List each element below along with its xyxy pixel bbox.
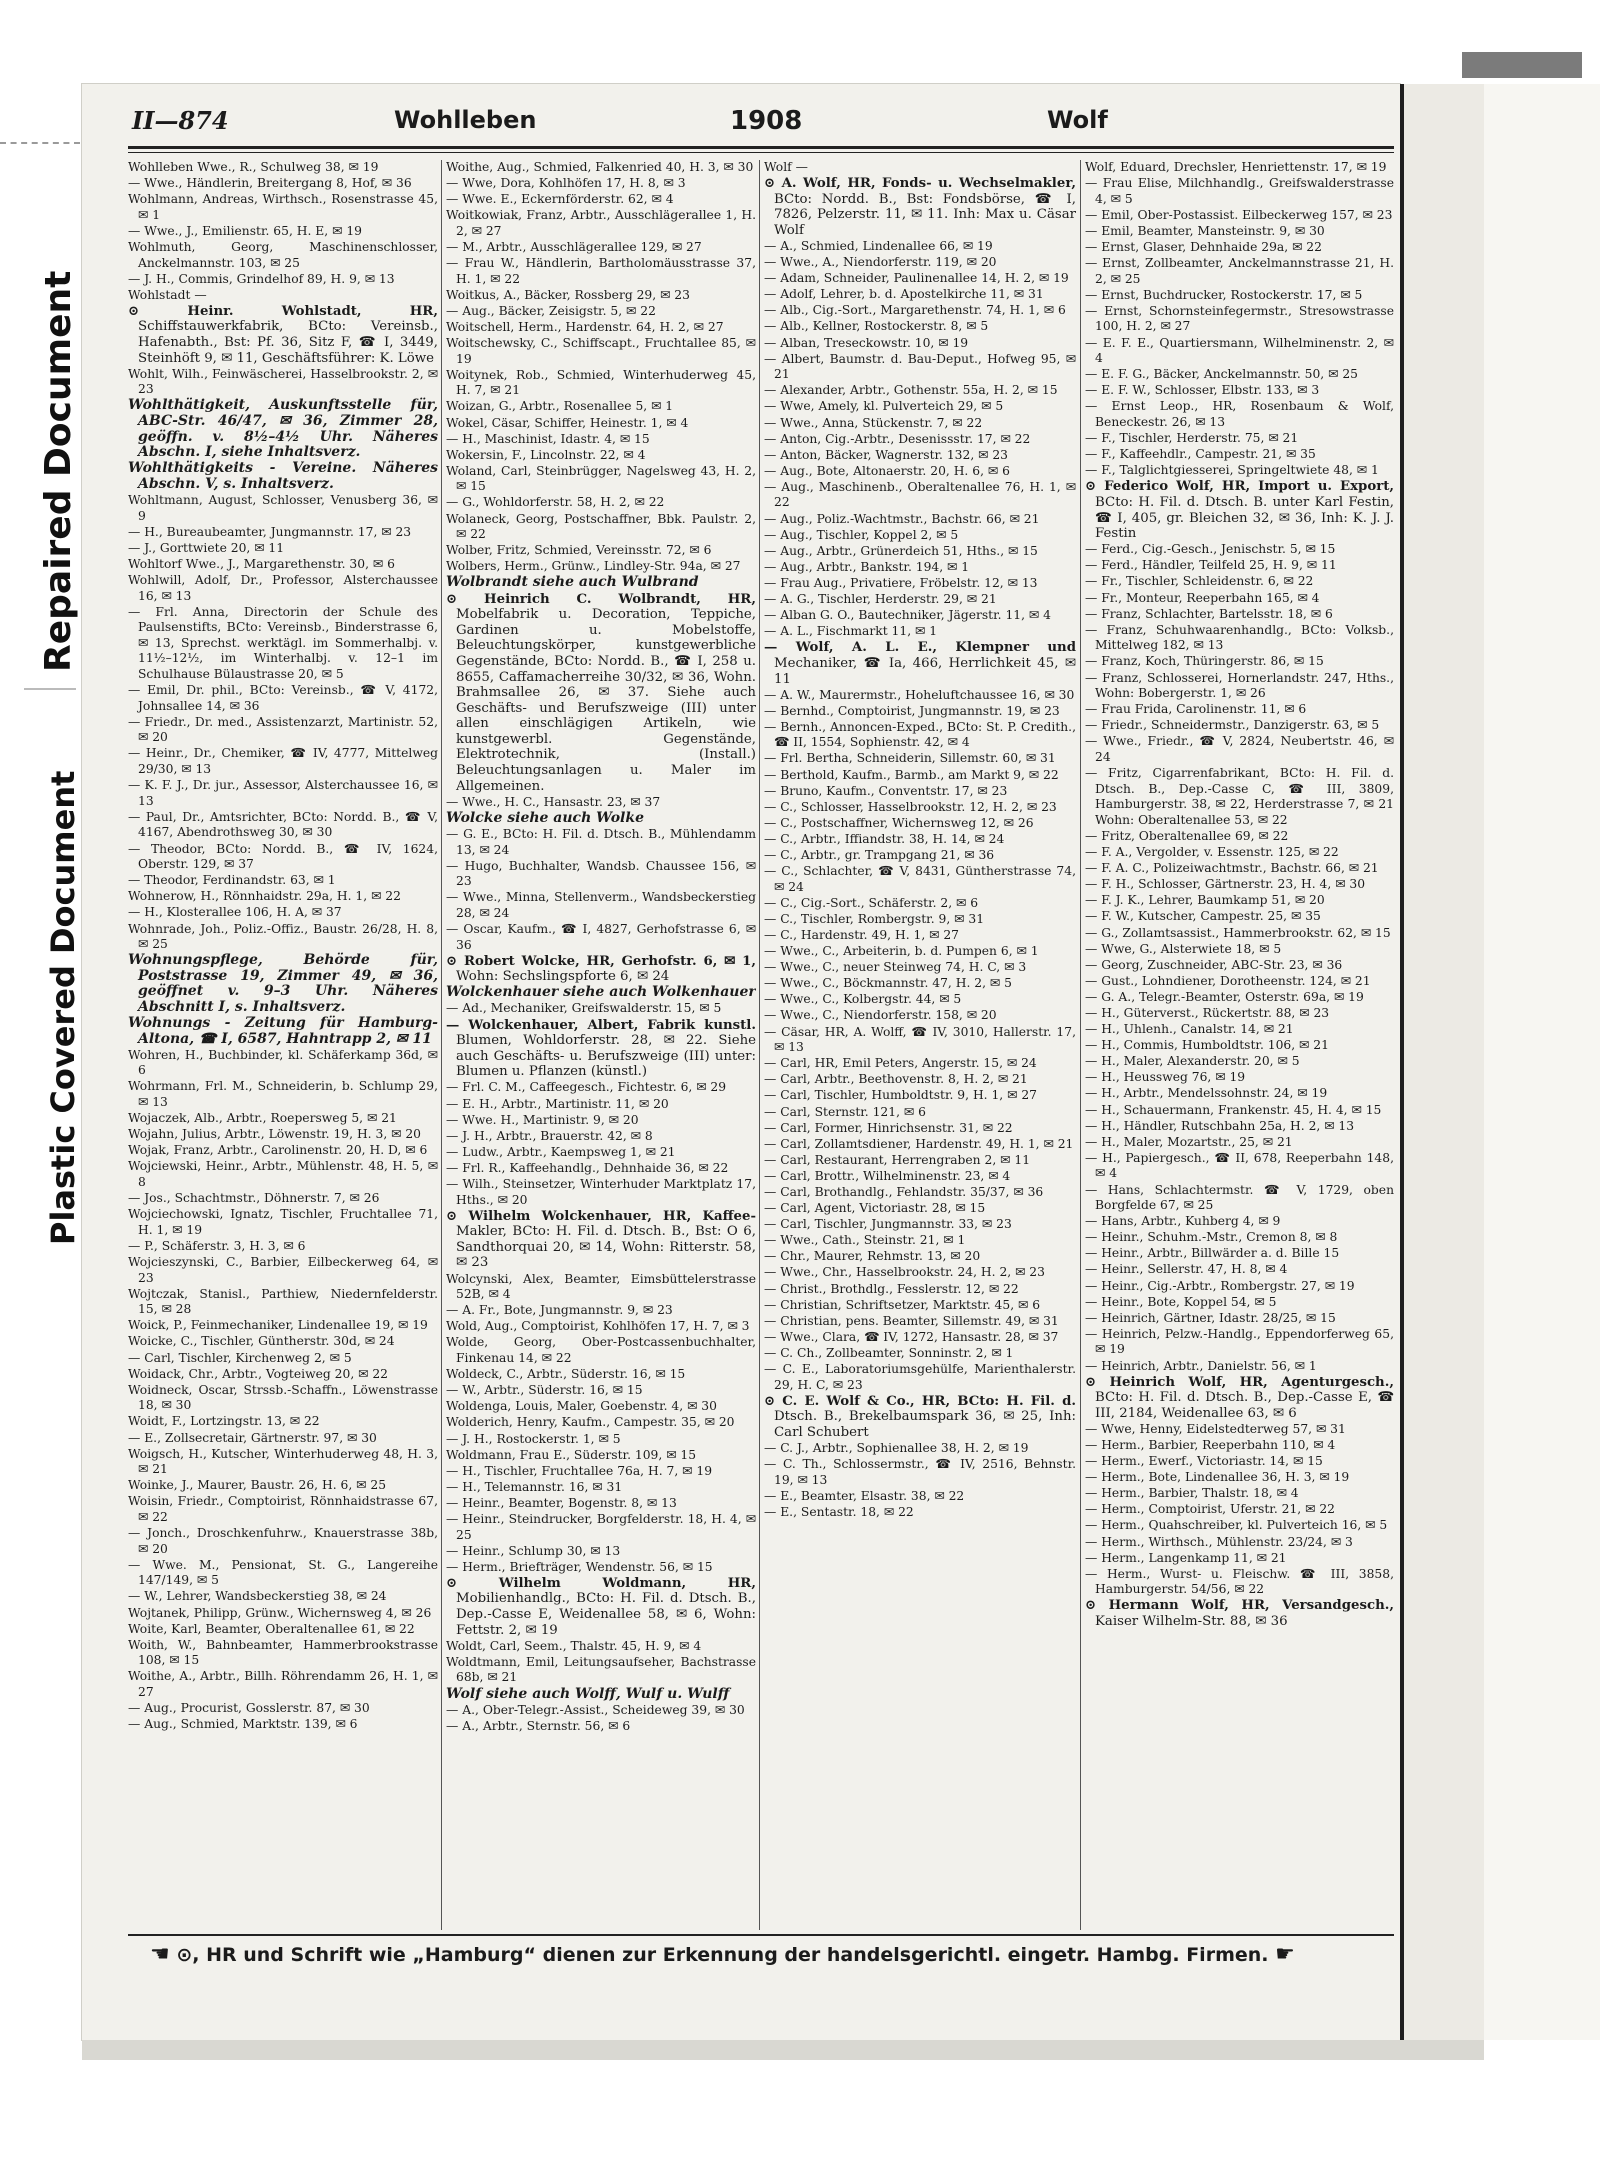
directory-entry: — Frau Aug., Privatiere, Fröbelstr. 12, ✉ 13 — [764, 575, 1038, 590]
directory-entry: — Wwe, G., Alsterwiete 18, ✉ 5 — [1085, 941, 1282, 956]
directory-entry: — Aug., Schmied, Marktstr. 139, ✉ 6 — [128, 1717, 358, 1732]
right-margin-light — [1484, 84, 1600, 2040]
directory-entry: — Bernh., Annoncen-Exped., BCto: St. P. Credith., ☎ II, 1554, Sophienstr. 42, ✉ 4 — [764, 719, 1076, 750]
directory-entry: — Herm., Barbier, Thalstr. 18, ✉ 4 — [1085, 1486, 1299, 1501]
directory-entry: — Adam, Schneider, Paulinenallee 14, H. 2, ✉ 19 — [764, 271, 1069, 286]
directory-entry: Wohrmann, Frl. M., Schneiderin, b. Schlump 29, ✉ 13 — [128, 1079, 438, 1110]
directory-entry: — C., Tischler, Rombergstr. 9, ✉ 31 — [764, 911, 985, 926]
directory-entry: — Christian, pens. Beamter, Sillemstr. 49, ✉ 31 — [764, 1313, 1059, 1328]
firm-entry: ⊙ Robert Wolcke, HR, Gerhofstr. 6, ✉ 1, Wohn: Sechslingspforte 6, ✉ 24 — [446, 953, 756, 985]
firm-entry: ⊙ C. E. Wolf & Co., HR, BCto: H. Fil. d. Dtsch. B., Brekelbaumspark 36, ✉ 25, Inh: Carl Schubert — [764, 1393, 1076, 1440]
directory-entry: Woithe, Aug., Schmied, Falkenried 40, H. 3, ✉ 30 — [446, 160, 754, 174]
directory-entry: — Adolf, Lehrer, b. d. Apostelkirche 11, ✉ 31 — [764, 287, 1044, 302]
directory-entry: — Wwe., J., Emilienstr. 65, H. E, ✉ 19 — [128, 223, 362, 238]
directory-entry: — Wwe., Minna, Stellenverm., Wandsbeckerstieg 28, ✉ 24 — [446, 890, 756, 920]
directory-entry: — A. L., Fischmarkt 11, ✉ 1 — [764, 624, 938, 639]
directory-entry: — Heinr., Schlump 30, ✉ 13 — [446, 1543, 621, 1558]
directory-entry: — Carl, Arbtr., Beethovenstr. 8, H. 2, ✉ 21 — [764, 1072, 1028, 1087]
directory-entry: — Emil, Dr. phil., BCto: Vereinsb., ☎ V, 4172, Johnsallee 14, ✉ 36 — [128, 683, 438, 713]
directory-entry: — Ernst Leop., HR, Rosenbaum & Wolf, Beneckestr. 26, ✉ 13 — [1085, 399, 1394, 429]
directory-entry: — C., Schlosser, Hasselbrookstr. 12, H. 2, ✉ 23 — [764, 799, 1057, 814]
directory-entry: — Fritz, Oberaltenallee 69, ✉ 22 — [1085, 828, 1289, 843]
directory-entry: — Wwe., C., Böckmannstr. 47, H. 2, ✉ 5 — [764, 976, 1012, 991]
directory-entry: — Albert, Baumstr. d. Bau-Deput., Hofweg 95, ✉ 21 — [764, 351, 1076, 382]
directory-entry: — Heinrich, Arbtr., Danielstr. 56, ✉ 1 — [1085, 1358, 1317, 1373]
firm-entry: ⊙ Hermann Wolf, HR, Versandgesch., Kaiser Wilhelm-Str. 88, ✉ 36 — [1085, 1598, 1394, 1630]
directory-entry: — C. Ch., Zollbeamter, Sonninstr. 2, ✉ 1 — [764, 1345, 1014, 1360]
directory-entry: — Cäsar, HR, A. Wolff, ☎ IV, 3010, Hallerstr. 17, ✉ 13 — [764, 1024, 1076, 1055]
plastic-covered-label: Plastic Covered Document — [44, 770, 82, 1245]
directory-entry: Woitynek, Rob., Schmied, Winterhuderweg 45, H. 7, ✉ 21 — [446, 367, 756, 398]
directory-entry: Woland, Carl, Steinbrügger, Nagelsweg 43, H. 2, ✉ 15 — [446, 463, 756, 494]
directory-entry: — Hans, Schlachtermstr. ☎ V, 1729, oben Borgfelde 67, ✉ 25 — [1085, 1182, 1394, 1213]
directory-entry: — Aug., Maschinenb., Oberaltenallee 76, H. 1, ✉ 22 — [764, 479, 1076, 510]
directory-entry: Wohnerow, H., Rönnhaidstr. 29a, H. 1, ✉ 22 — [128, 889, 401, 904]
directory-entry: — Ludw., Arbtr., Kaempsweg 1, ✉ 21 — [446, 1144, 676, 1159]
directory-entry: Wolf, Eduard, Drechsler, Henriettenstr. 17, ✉ 19 — [1085, 160, 1387, 174]
directory-entry: — Bernhd., Comptoirist, Jungmannstr. 19, ✉ 23 — [764, 703, 1060, 718]
directory-entry: — Herm., Quahschreiber, kl. Pulverteich 16, ✉ 5 — [1085, 1518, 1388, 1533]
directory-entry: — F., Talglichtgiesserei, Springeltwiete 48, ✉ 1 — [1085, 463, 1379, 478]
directory-entry: — Carl, Brottr., Wilhelminenstr. 23, ✉ 4 — [764, 1168, 1011, 1183]
directory-entry: — Wwe., C., Kolbergstr. 44, ✉ 5 — [764, 992, 962, 1007]
scan-background — [0, 0, 1600, 50]
notice-entry: Wohlthätigkeits - Vereine. Näheres Abschn. V, s. Inhaltsverz. — [128, 460, 438, 492]
directory-entry: — C., Arbtr., Iffiandstr. 38, H. 14, ✉ 24 — [764, 831, 1005, 846]
directory-entry: Wohlwill, Adolf, Dr., Professor, Alsterchaussee 16, ✉ 13 — [128, 572, 438, 603]
directory-entry: — Hugo, Buchhalter, Wandsb. Chaussee 156, ✉ 23 — [446, 858, 756, 889]
directory-entry: — Carl, Restaurant, Herrengraben 2, ✉ 11 — [764, 1152, 1031, 1167]
directory-entry: — G. A., Telegr.-Beamter, Osterstr. 69a, ✉ 19 — [1085, 989, 1364, 1004]
directory-entry: — Alb., Kellner, Rostockerstr. 8, ✉ 5 — [764, 319, 989, 334]
directory-entry: — Jonch., Droschkenfuhrw., Knauerstrasse 38b, ✉ 20 — [128, 1526, 438, 1556]
directory-entry: — Heinr., Dr., Chemiker, ☎ IV, 4777, Mittelweg 29/30, ✉ 13 — [128, 746, 438, 777]
directory-entry: — Emil, Ober-Postassist. Eilbeckerweg 157, ✉ 23 — [1085, 207, 1393, 222]
directory-entry: — Fr., Monteur, Reeperbahn 165, ✉ 4 — [1085, 590, 1320, 605]
pointing-hand-right-icon: ☛ — [1275, 1942, 1295, 1967]
directory-entry: — A., Ober-Telegr.-Assist., Scheideweg 39, ✉ 30 — [446, 1702, 745, 1717]
notice-entry: Wohnungspflege, Behörde für, Poststrasse 19, Zimmer 49, ✉ 36, geöffnet v. 9–3 Uhr. Näheres Abschnitt I, s. Inhaltsverz. — [128, 952, 438, 1015]
directory-entry: Woidack, Chr., Arbtr., Vogteiweg 20, ✉ 22 — [128, 1366, 388, 1381]
directory-entry: — Heinr., Bote, Koppel 54, ✉ 5 — [1085, 1294, 1277, 1309]
page-number: II—874 — [132, 106, 229, 135]
directory-entry: — Franz, Schuhwaarenhandlg., BCto: Volksb., Mittelweg 182, ✉ 13 — [1085, 622, 1394, 653]
directory-entry: — Heinr., Steindrucker, Borgfelderstr. 18, H. 4, ✉ 25 — [446, 1511, 756, 1542]
directory-entry: — A. W., Maurermstr., Hoheluftchaussee 16, ✉ 30 — [764, 687, 1075, 702]
directory-entry: Wolaneck, Georg, Postschaffner, Bbk. Paulstr. 2, ✉ 22 — [446, 511, 756, 542]
directory-entry: Wojtanek, Philipp, Grünw., Wichernsweg 4, ✉ 26 — [128, 1605, 432, 1620]
directory-entry: — J. H., Rostockerstr. 1, ✉ 5 — [446, 1431, 621, 1446]
directory-entry: — H., Heussweg 76, ✉ 19 — [1085, 1070, 1246, 1085]
directory-entry: — F. A. C., Polizeiwachtmstr., Bachstr. 66, ✉ 21 — [1085, 861, 1379, 876]
directory-entry: — C., Hardenstr. 49, H. 1, ✉ 27 — [764, 928, 960, 942]
directory-entry: — Herm., Wirthsch., Mühlenstr. 23/24, ✉ 3 — [1085, 1534, 1353, 1549]
column-4 — [1085, 160, 1394, 1930]
directory-entry: — Carl, Zollamtsdiener, Hardenstr. 49, H. 1, ✉ 21 — [764, 1136, 1074, 1151]
pointing-hand-left-icon: ☚ — [150, 1942, 170, 1967]
directory-entry: — Wwe, Amely, kl. Pulverteich 29, ✉ 5 — [764, 399, 1004, 414]
cut-line — [0, 142, 80, 144]
directory-entry: — H., Arbtr., Mendelssohnstr. 24, ✉ 19 — [1085, 1086, 1328, 1101]
notice-entry: Wolckenhauer siehe auch Wolkenhauer — [446, 984, 756, 1001]
directory-entry: — Wwe., H. C., Hansastr. 23, ✉ 37 — [446, 794, 661, 809]
directory-entry: — Heinr., Sellerstr. 47, H. 8, ✉ 4 — [1085, 1262, 1288, 1277]
directory-entry: — H., Telemannstr. 16, ✉ 31 — [446, 1479, 623, 1494]
header-last-name: Wolf — [1047, 106, 1108, 134]
firm-entry: — Wolf, A. L. E., Klempner und Mechaniker, ☎ Ia, 466, Herrlichkeit 45, ✉ 11 — [764, 640, 1076, 687]
column-divider — [759, 160, 760, 1930]
directory-entry: Wohlt, Wilh., Feinwäscherei, Hasselbrookstr. 2, ✉ 23 — [128, 366, 438, 397]
directory-entry: — A. Fr., Bote, Jungmannstr. 9, ✉ 23 — [446, 1303, 673, 1318]
directory-entry: — W., Lehrer, Wandsbeckerstieg 38, ✉ 24 — [128, 1589, 387, 1604]
directory-entry: — Ad., Mechaniker, Greifswalderstr. 15, ✉ 5 — [446, 1001, 722, 1016]
firm-entry: ⊙ Heinrich C. Wolbrandt, HR, Mobelfabrik u. Decoration, Teppiche, Gardinen u. Mobelstoffe, Beleuchtungskörper, kunstgewerbliche Gegenstände, BCto: Nordd. B., ☎ I, 258 u. 8655, Caffamacherreihe 30/32, ✉ 36, Wohn. Brahmsallee 26, ✉ 37. Siehe auch Geschäfts- und Berufszweige (III) unter allen einschlägigen Artikeln, wie kunstgewerbl. Gegenstände, Elektrotechnik, (Install.) Beleuchtungsanlagen u. Maler im Allgemeinen. — [446, 591, 756, 794]
directory-entry: — Franz, Schlachter, Bartelsstr. 18, ✉ 6 — [1085, 606, 1333, 621]
directory-entry: — Wwe., Clara, ☎ IV, 1272, Hansastr. 28, ✉ 37 — [764, 1329, 1059, 1344]
directory-entry: Woigsch, H., Kutscher, Winterhuderweg 48, H. 3, ✉ 21 — [128, 1446, 438, 1477]
directory-entry: Woicke, C., Tischler, Güntherstr. 30d, ✉ 24 — [128, 1334, 395, 1349]
directory-entry: Woitkus, A., Bäcker, Rossberg 29, ✉ 23 — [446, 287, 690, 302]
directory-entry: — Aug., Bäcker, Zeisigstr. 5, ✉ 22 — [446, 303, 656, 318]
directory-entry: — H., Schauermann, Frankenstr. 45, H. 4, ✉ 15 — [1085, 1102, 1382, 1117]
directory-entry: — Ernst, Glaser, Dehnhaide 29a, ✉ 22 — [1085, 239, 1322, 254]
directory-entry: — C. Th., Schlossermstr., ☎ IV, 2516, Behnstr. 19, ✉ 13 — [764, 1457, 1076, 1487]
directory-entry: — Chr., Maurer, Rehmstr. 13, ✉ 20 — [764, 1249, 981, 1264]
directory-entry: — Franz, Schlosserei, Hornerlandstr. 247, Hths., Wohn: Bobergerstr. 1, ✉ 26 — [1085, 670, 1394, 701]
notice-entry: Wolf siehe auch Wolff, Wulf u. Wulff — [446, 1685, 730, 1702]
directory-entry: — Berthold, Kaufm., Barmb., am Markt 9, ✉ 22 — [764, 767, 1059, 782]
directory-entry: — A. G., Tischler, Herderstr. 29, ✉ 21 — [764, 592, 997, 607]
directory-entry: — Wwe, Dora, Kohlhöfen 17, H. 8, ✉ 3 — [446, 176, 686, 191]
directory-entry: — E., Beamter, Elsastr. 38, ✉ 22 — [764, 1488, 965, 1503]
directory-entry: — Bruno, Kaufm., Conventstr. 17, ✉ 23 — [764, 783, 1008, 798]
directory-entry: — C., Cig.-Sort., Schäferstr. 2, ✉ 6 — [764, 895, 979, 910]
directory-entry: Wojcieszynski, C., Barbier, Eilbeckerweg 64, ✉ 23 — [128, 1254, 438, 1285]
directory-entry: — Paul, Dr., Amtsrichter, BCto: Nordd. B., ☎ V, 4167, Abendrothsweg 30, ✉ 30 — [128, 809, 438, 840]
directory-entry: Woidt, F., Lortzingstr. 13, ✉ 22 — [128, 1414, 320, 1429]
directory-entry: — Emil, Beamter, Mansteinstr. 9, ✉ 30 — [1085, 223, 1325, 238]
directory-entry: — J., Gorttwiete 20, ✉ 11 — [128, 540, 285, 555]
directory-entry: — Herm., Wurst- u. Fleischw. ☎ III, 3858, Hamburgerstr. 54/56, ✉ 22 — [1085, 1566, 1394, 1597]
directory-entry: — Herm., Langenkamp 11, ✉ 21 — [1085, 1550, 1287, 1565]
directory-entry: — F. W., Kutscher, Campestr. 25, ✉ 35 — [1085, 909, 1321, 924]
directory-entry: — H., Uhlenh., Canalstr. 14, ✉ 21 — [1085, 1022, 1294, 1037]
directory-entry: Woizan, G., Arbtr., Rosenallee 5, ✉ 1 — [446, 399, 674, 414]
notice-entry: Wohnungs - Zeitung für Hamburg-Altona, ☎ I, 6587, Hahntrapp 2, ✉ 11 — [128, 1015, 438, 1047]
directory-entry: — Frl. Bertha, Schneiderin, Sillemstr. 60, ✉ 31 — [764, 751, 1056, 766]
repaired-document-label: Repaired Document — [38, 270, 79, 672]
directory-entry: — Frau W., Händlerin, Bartholomäusstrasse 37, H. 1, ✉ 22 — [446, 256, 756, 286]
directory-entry: — Fritz, Cigarrenfabrikant, BCto: H. Fil. d. Dtsch. B., Dep.-Casse C, ☎ III, 3809, Hamburgerstr. 38, ✉ 22, Herderstrasse 7, ✉ 21 Wohn: Oberaltenallee 53, ✉ 22 — [1085, 766, 1394, 827]
directory-entry: — Anton, Cig.-Arbtr., Desenissstr. 17, ✉ 22 — [764, 431, 1031, 446]
firm-entry: ⊙ Wilhelm Woldmann, HR, Mobilienhandlg., BCto: H. Fil. d. Dtsch. B., Dep.-Casse E, Weidenallee 58, ✉ 6, Wohn: Fettstr. 2, ✉ 19 — [446, 1575, 756, 1638]
directory-entry: — Carl, Tischler, Kirchenweg 2, ✉ 5 — [128, 1350, 352, 1365]
directory-entry: — Heinr., Beamter, Bogenstr. 8, ✉ 13 — [446, 1495, 677, 1510]
directory-entry: — Georg, Zuschneider, ABC-Str. 23, ✉ 36 — [1085, 957, 1343, 972]
notice-entry: Wolcke siehe auch Wolke — [446, 809, 644, 826]
directory-entry: — J. H., Commis, Grindelhof 89, H. 9, ✉ 13 — [128, 271, 395, 286]
directory-entry: — G. E., BCto: H. Fil. d. Dtsch. B., Mühlendamm 13, ✉ 24 — [446, 826, 756, 857]
directory-entry: — Gust., Lohndiener, Dorotheenstr. 124, ✉ 21 — [1085, 973, 1371, 988]
directory-entry: — C., Schlachter, ☎ V, 8431, Güntherstrasse 74, ✉ 24 — [764, 864, 1076, 894]
directory-entry: — H., Maler, Alexanderstr. 20, ✉ 5 — [1085, 1054, 1300, 1069]
directory-entry: — Carl, Brothandlg., Fehlandstr. 35/37, ✉ 36 — [764, 1185, 1044, 1199]
directory-entry: Wolderich, Henry, Kaufm., Campestr. 35, ✉ 20 — [446, 1415, 735, 1430]
directory-entry: Woldt, Carl, Seem., Thalstr. 45, H. 9, ✉ 4 — [446, 1638, 702, 1653]
directory-entry: — Alexander, Arbtr., Gothenstr. 55a, H. 2, ✉ 15 — [764, 383, 1058, 398]
firm-entry: — Wolckenhauer, Albert, Fabrik kunstl. Blumen, Wohldorferstr. 28, ✉ 22. Siehe auch Geschäfts- u. Berufszweige (III) unter: Blumen u. Pflanzen (künstl.) — [446, 1017, 756, 1080]
directory-entry: Wohltmann, August, Schlosser, Venusberg 36, ✉ 9 — [128, 492, 438, 523]
directory-entry: Wojaczek, Alb., Arbtr., Roepersweg 5, ✉ 21 — [128, 1111, 397, 1126]
directory-entry: — Friedr., Schneidermstr., Danzigerstr. 63, ✉ 5 — [1085, 718, 1380, 733]
directory-entry: Woldtmann, Emil, Leitungsaufseher, Bachstrasse 68b, ✉ 21 — [446, 1654, 756, 1685]
directory-entry: — Carl, Tischler, Humboldtstr. 9, H. 1, ✉ 27 — [764, 1088, 1037, 1103]
directory-entry: — G., Wohldorferstr. 58, H. 2, ✉ 22 — [446, 495, 665, 510]
directory-entry: — Wwe. H., Martinistr. 9, ✉ 20 — [446, 1112, 639, 1127]
directory-entry: Wohlstadt — — [128, 287, 207, 302]
directory-entry: — Carl, HR, Emil Peters, Angerstr. 15, ✉ 24 — [764, 1056, 1037, 1071]
directory-entry: Wolbers, Herm., Grünw., Lindley-Str. 94a, ✉ 27 — [446, 559, 741, 574]
directory-entry: — Anton, Bäcker, Wagnerstr. 132, ✉ 23 — [764, 447, 1009, 462]
directory-entry: — Aug., Arbtr., Bankstr. 194, ✉ 1 — [764, 559, 970, 574]
directory-entry: — E. F. E., Quartiersmann, Wilhelminenstr. 2, ✉ 4 — [1085, 335, 1394, 366]
directory-entry: — Wwe. M., Pensionat, St. G., Langereihe 147/149, ✉ 5 — [128, 1557, 438, 1588]
notice-entry: Wohlthätigkeit, Auskunftsstelle für, ABC-Str. 46/47, ✉ 36, Zimmer 28, geöffn. v. 8½–4½ Uhr. Näheres Abschn. I, siehe Inhaltsverz. — [128, 397, 438, 461]
directory-entry: — Wwe., Friedr., ☎ V, 2824, Neubertstr. 46, ✉ 24 — [1085, 734, 1394, 764]
directory-entry: — H., Maler, Mozartstr., 25, ✉ 21 — [1085, 1134, 1293, 1149]
directory-entry: Wojciechowski, Ignatz, Tischler, Fruchtallee 71, H. 1, ✉ 19 — [128, 1207, 438, 1237]
firm-entry: ⊙ Heinr. Wohlstadt, HR, Schiffstauwerkfabrik, BCto: Vereinsb., Hafenabth., Bst: Pf. 36, Sitz F, ☎ I, 3449, Steinhöft 9, ✉ 11, Geschäftsführer: K. Löwe — [128, 303, 438, 366]
footer-note — [150, 1942, 1390, 1974]
directory-entry: — Heinrich, Pelzw.-Handlg., Eppendorferweg 65, ✉ 19 — [1085, 1326, 1394, 1357]
directory-entry: — Wwe., C., Niendorferstr. 158, ✉ 20 — [764, 1008, 997, 1023]
directory-entry: Wohren, H., Buchbinder, kl. Schäferkamp 36d, ✉ 6 — [128, 1047, 438, 1078]
directory-entry: — Jos., Schachtmstr., Döhnerstr. 7, ✉ 26 — [128, 1191, 380, 1206]
directory-entry: — Alban, Treseckowstr. 10, ✉ 19 — [764, 335, 969, 350]
directory-entry: — Theodor, Ferdinandstr. 63, ✉ 1 — [128, 873, 336, 888]
notice-entry: Wolbrandt siehe auch Wulbrand — [446, 574, 699, 591]
directory-entry: — Heinr., Arbtr., Billwärder a. d. Bille 15 — [1085, 1246, 1340, 1261]
directory-entry: — Hans, Arbtr., Kuhberg 4, ✉ 9 — [1085, 1214, 1281, 1229]
directory-entry: — Wwe., Anna, Stückenstr. 7, ✉ 22 — [764, 415, 983, 430]
directory-entry: — Carl, Sternstr. 121, ✉ 6 — [764, 1104, 926, 1119]
directory-entry: — M., Arbtr., Ausschlägerallee 129, ✉ 27 — [446, 239, 702, 254]
directory-entry: — Christian, Schriftsetzer, Marktstr. 45, ✉ 6 — [764, 1297, 1041, 1312]
directory-entry: — Aug., Poliz.-Wachtmstr., Bachstr. 66, ✉ 21 — [764, 511, 1040, 526]
directory-entry: — Heinr., Schuhm.-Mstr., Cremon 8, ✉ 8 — [1085, 1230, 1338, 1245]
directory-entry: — P., Schäferstr. 3, H. 3, ✉ 6 — [128, 1238, 306, 1253]
directory-entry: — H., Güterverst., Rückertstr. 88, ✉ 23 — [1085, 1005, 1330, 1020]
directory-entry: — Aug., Procurist, Gosslerstr. 87, ✉ 30 — [128, 1701, 370, 1716]
directory-entry: — K. F. J., Dr. jur., Assessor, Alsterchaussee 16, ✉ 13 — [128, 778, 438, 808]
directory-entry: Wojahn, Julius, Arbtr., Löwenstr. 19, H. 3, ✉ 20 — [128, 1127, 421, 1142]
directory-entry: — E., Sentastr. 18, ✉ 22 — [764, 1504, 914, 1519]
directory-entry: — Frl. Anna, Directorin der Schule des Paulsenstifts, BCto: Vereinsb., Binderstrasse 6, ✉ 13, Sprechst. werktägl. im Sommerhalbj. v. 11½–12½, im Winterhalbj. v. 12–1 im Schulhause Bülaustrasse 20, ✉ 5 — [128, 604, 438, 681]
directory-entry: Woite, Karl, Beamter, Oberaltenallee 61, ✉ 22 — [128, 1621, 415, 1636]
directory-entry: Wolcynski, Alex, Beamter, Eimsbüttelerstrasse 52B, ✉ 4 — [446, 1271, 756, 1302]
footer-text: ⊙, HR und Schrift wie „Hamburg“ dienen zur Erkennung der handelsgerichtl. eingetr. Hambg. Firmen. — [176, 1944, 1269, 1966]
directory-entry: — Wwe. E., Eckernförderstr. 62, ✉ 4 — [446, 192, 674, 207]
directory-entry: Woith, W., Bahnbeamter, Hammerbrookstrasse 108, ✉ 15 — [128, 1637, 438, 1668]
directory-entry: — Frau Elise, Milchhandlg., Greifswalderstrasse 4, ✉ 5 — [1085, 176, 1394, 206]
directory-entry: Wohlmann, Andreas, Wirthsch., Rosenstrasse 45, ✉ 1 — [128, 192, 438, 222]
directory-entry: — F., Kaffeehdlr., Campestr. 21, ✉ 35 — [1085, 447, 1316, 462]
directory-entry: — Frl. C. M., Caffeegesch., Fichtestr. 6, ✉ 29 — [446, 1080, 727, 1095]
directory-entry: — E. H., Arbtr., Martinistr. 11, ✉ 20 — [446, 1096, 669, 1111]
directory-entry: — Herm., Briefträger, Wendenstr. 56, ✉ 15 — [446, 1559, 713, 1574]
directory-entry: Wokersin, F., Lincolnstr. 22, ✉ 4 — [446, 447, 646, 462]
column-3 — [764, 160, 1076, 1930]
firm-entry: ⊙ Wilhelm Wolckenhauer, HR, Kaffee-Makler, BCto: H. Fil. d. Dtsch. B., Bst: O 6, Sandthorquai 20, ✉ 14, Wohn: Ritterstr. 58, ✉ 23 — [446, 1208, 756, 1271]
directory-entry: — Wilh., Steinsetzer, Winterhuder Marktplatz 17, Hths., ✉ 20 — [446, 1177, 756, 1207]
directory-entry: Wold, Aug., Comptoirist, Kohlhöfen 17, H. 7, ✉ 3 — [446, 1319, 750, 1334]
directory-entry: — F. A., Vergolder, v. Essenstr. 125, ✉ 22 — [1085, 845, 1339, 860]
directory-entry: — H., Maschinist, Idastr. 4, ✉ 15 — [446, 431, 650, 446]
directory-entry: — Ferd., Händler, Teilfeld 25, H. 9, ✉ 11 — [1085, 558, 1337, 573]
directory-entry: — Wwe., C., neuer Steinweg 74, H. C, ✉ 3 — [764, 960, 1027, 975]
directory-entry: — Herm., Barbier, Reeperbahn 110, ✉ 4 — [1085, 1438, 1336, 1452]
directory-entry: — C., Arbtr., gr. Trampgang 21, ✉ 36 — [764, 848, 995, 863]
directory-entry: Woithe, A., Arbtr., Billh. Röhrendamm 26, H. 1, ✉ 27 — [128, 1669, 438, 1699]
directory-entry: — Frl. R., Kaffeehandlg., Dehnhaide 36, ✉ 22 — [446, 1160, 729, 1175]
directory-entry: — Oscar, Kaufm., ☎ I, 4827, Gerhofstrasse 6, ✉ 36 — [446, 922, 756, 952]
directory-entry: Wokel, Cäsar, Schiffer, Heinestr. 1, ✉ 4 — [446, 415, 689, 430]
directory-entry: Woldeck, C., Arbtr., Süderstr. 16, ✉ 15 — [446, 1367, 686, 1382]
directory-entry: — Heinrich, Gärtner, Idastr. 28/25, ✉ 15 — [1085, 1310, 1336, 1325]
directory-entry: Wohlleben Wwe., R., Schulweg 38, ✉ 19 — [128, 160, 379, 174]
directory-entry: — Theodor, BCto: Nordd. B., ☎ IV, 1624, Oberstr. 129, ✉ 37 — [128, 841, 438, 872]
directory-entry: Woick, P., Feinmechaniker, Lindenallee 19, ✉ 19 — [128, 1318, 428, 1333]
directory-entry: — Herm., Ewerf., Victoriastr. 14, ✉ 15 — [1085, 1454, 1323, 1469]
directory-entry: — H., Händler, Rutschbahn 25a, H. 2, ✉ 13 — [1085, 1118, 1355, 1133]
directory-entry: — Frau Frida, Carolinenstr. 11, ✉ 6 — [1085, 702, 1307, 717]
directory-entry: Woitschell, Herm., Hardenstr. 64, H. 2, ✉ 27 — [446, 319, 724, 334]
directory-entry: — H., Bureaubeamter, Jungmannstr. 17, ✉ 23 — [128, 524, 412, 539]
directory-entry: — Heinr., Cig.-Arbtr., Rombergstr. 27, ✉ 19 — [1085, 1278, 1355, 1293]
directory-entry: — Aug., Arbtr., Grünerdeich 51, Hths., ✉ 15 — [764, 543, 1038, 558]
directory-entry: Wojciewski, Heinr., Arbtr., Mühlenstr. 48, H. 5, ✉ 8 — [128, 1159, 438, 1189]
directory-entry: — Ernst, Schornsteinfegermstr., Stresowstrasse 100, H. 2, ✉ 27 — [1085, 303, 1394, 334]
directory-entry: — A., Schmied, Lindenallee 66, ✉ 19 — [764, 238, 993, 253]
directory-entry: — Carl, Agent, Victoriastr. 28, ✉ 15 — [764, 1201, 986, 1216]
directory-entry: — G., Zollamtsassist., Hammerbrookstr. 62, ✉ 15 — [1085, 925, 1391, 940]
directory-entry: Woisin, Friedr., Comptoirist, Rönnhaidstrasse 67, ✉ 22 — [128, 1494, 438, 1524]
firm-entry: ⊙ Heinrich Wolf, HR, Agenturgesch., BCto: H. Fil. d. Dtsch. B., Dep.-Casse E, ☎ III, 2184, Weidenallee 63, ✉ 6 — [1085, 1374, 1394, 1421]
directory-entry: — Herm., Bote, Lindenallee 36, H. 3, ✉ 19 — [1085, 1470, 1350, 1485]
directory-entry: — C. J., Arbtr., Sophienallee 38, H. 2, ✉ 19 — [764, 1441, 1029, 1455]
column-2 — [446, 160, 756, 1930]
header-rule-thin — [128, 152, 1394, 153]
directory-entry: Wolber, Fritz, Schmied, Vereinsstr. 72, ✉ 6 — [446, 543, 712, 558]
scan-corner-mark — [1462, 52, 1582, 78]
directory-entry: — Alb., Cig.-Sort., Margarethenstr. 74, H. 1, ✉ 6 — [764, 303, 1066, 318]
directory-entry: — Ferd., Cig.-Gesch., Jenischstr. 5, ✉ 15 — [1085, 542, 1336, 557]
directory-entry: Wohlmuth, Georg, Maschinenschlosser, Anckelmannstr. 103, ✉ 25 — [128, 239, 438, 270]
directory-entry: — F. J. K., Lehrer, Baumkamp 51, ✉ 20 — [1085, 893, 1325, 908]
header-rule — [128, 146, 1394, 149]
header-first-name: Wohlleben — [394, 106, 537, 134]
directory-entry: — Wwe., A., Niendorferstr. 119, ✉ 20 — [764, 255, 997, 270]
directory-entry: — Carl, Former, Hinrichsenstr. 31, ✉ 22 — [764, 1120, 1013, 1135]
right-margin-shade — [1404, 84, 1484, 2040]
firm-entry: ⊙ A. Wolf, HR, Fonds- u. Wechselmakler, BCto: Nordd. B., Bst: Fondsbörse, ☎ I, 7826, Pelzerstr. 11, ✉ 11. Inh: Max u. Cäsar Wolf — [764, 176, 1076, 238]
directory-entry: Woldenga, Louis, Maler, Goebenstr. 4, ✉ 30 — [446, 1399, 717, 1414]
label-divider — [24, 688, 76, 690]
directory-entry: — F. H., Schlosser, Gärtnerstr. 23, H. 4, ✉ 30 — [1085, 877, 1366, 892]
column-1 — [128, 160, 438, 1930]
directory-entry: — Ernst, Zollbeamter, Anckelmannstrasse 21, H. 2, ✉ 25 — [1085, 256, 1394, 286]
directory-entry: — E. F. G., Bäcker, Anckelmannstr. 50, ✉ 25 — [1085, 367, 1358, 382]
directory-entry: Woitkowiak, Franz, Arbtr., Ausschlägerallee 1, H. 2, ✉ 27 — [446, 208, 756, 238]
directory-entry: Woidneck, Oscar, Strssb.-Schaffn., Löwenstrasse 18, ✉ 30 — [128, 1382, 438, 1413]
directory-entry: — C., Postschaffner, Wichernsweg 12, ✉ 26 — [764, 815, 1034, 830]
directory-entry: Wojak, Franz, Arbtr., Carolinenstr. 20, H. D, ✉ 6 — [128, 1143, 428, 1158]
directory-entry: Woitschewsky, C., Schiffscapt., Fruchtallee 85, ✉ 19 — [446, 336, 756, 366]
directory-entry: — Ernst, Buchdrucker, Rostockerstr. 17, ✉ 5 — [1085, 287, 1363, 302]
directory-entry: — H., Klosterallee 106, H. A, ✉ 37 — [128, 905, 342, 920]
directory-entry: — Franz, Koch, Thüringerstr. 86, ✉ 15 — [1085, 654, 1324, 669]
directory-entry: — Aug., Bote, Altonaerstr. 20, H. 6, ✉ 6 — [764, 463, 1010, 478]
directory-entry: — Fr., Tischler, Schleidenstr. 6, ✉ 22 — [1085, 574, 1314, 589]
directory-entry: — Wwe., C., Arbeiterin, b. d. Pumpen 6, ✉ 1 — [764, 944, 1039, 959]
directory-entry: — Aug., Tischler, Koppel 2, ✉ 5 — [764, 527, 959, 542]
directory-entry: — H., Tischler, Fruchtallee 76a, H. 7, ✉ 19 — [446, 1463, 713, 1478]
directory-entry: Woinke, J., Maurer, Baustr. 26, H. 6, ✉ 25 — [128, 1478, 387, 1493]
directory-entry: — J. H., Arbtr., Brauerstr. 42, ✉ 8 — [446, 1128, 653, 1143]
directory-entry: Wohltorf Wwe., J., Margarethenstr. 30, ✉ 6 — [128, 556, 395, 571]
directory-entry: — F., Tischler, Herderstr. 75, ✉ 21 — [1085, 431, 1299, 446]
directory-entry: — C. E., Laboratoriumsgehülfe, Marienthalerstr. 29, H. C, ✉ 23 — [764, 1362, 1076, 1392]
directory-entry: Wolf — — [764, 160, 808, 174]
directory-entry: — Wwe., Chr., Hasselbrookstr. 24, H. 2, ✉ 23 — [764, 1265, 1045, 1280]
column-divider — [441, 160, 442, 1930]
directory-entry: — Alban G. O., Bautechniker, Jägerstr. 11, ✉ 4 — [764, 608, 1051, 623]
directory-entry: — Wwe, Henny, Eidelstedterweg 57, ✉ 31 — [1085, 1421, 1346, 1436]
directory-entry: — H., Commis, Humboldtstr. 106, ✉ 21 — [1085, 1038, 1329, 1053]
firm-entry: ⊙ Federico Wolf, HR, Import u. Export, BCto: H. Fil. d. Dtsch. B. unter Karl Festin, ☎ I, 405, gr. Bleichen 32, ✉ 36, Inh: K. J. J. Festin — [1085, 479, 1394, 542]
column-divider — [1080, 160, 1081, 1930]
directory-entry: — Wwe., Händlerin, Breitergang 8, Hof, ✉ 36 — [128, 176, 412, 191]
footer-rule — [128, 1934, 1394, 1936]
directory-entry: Wojtczak, Stanisl., Parthiew, Niedernfelderstr. 15, ✉ 28 — [128, 1286, 438, 1317]
directory-entry: — E., Zollsecretair, Gärtnerstr. 97, ✉ 30 — [128, 1430, 377, 1445]
directory-entry: Wolde, Georg, Ober-Postcassenbuchhalter, Finkenau 14, ✉ 22 — [446, 1335, 756, 1366]
directory-entry: — Friedr., Dr. med., Assistenzarzt, Martinistr. 52, ✉ 20 — [128, 714, 438, 745]
directory-entry: — H., Papiergesch., ☎ II, 678, Reeperbahn 148, ✉ 4 — [1085, 1150, 1394, 1181]
directory-entry: — E. F. W., Schlosser, Elbstr. 133, ✉ 3 — [1085, 383, 1320, 398]
directory-entry: Wohnrade, Joh., Poliz.-Offiz., Baustr. 26/28, H. 8, ✉ 25 — [128, 921, 438, 952]
directory-entry: — Christ., Brothdlg., Fesslerstr. 12, ✉ 22 — [764, 1281, 1019, 1296]
directory-entry: — Herm., Comptoirist, Uferstr. 21, ✉ 22 — [1085, 1502, 1335, 1517]
directory-entry: — Carl, Tischler, Jungmannstr. 33, ✉ 23 — [764, 1217, 1012, 1232]
directory-entry: — Wwe., Cath., Steinstr. 21, ✉ 1 — [764, 1233, 966, 1248]
header-year: 1908 — [730, 106, 803, 136]
page-bottom-edge — [82, 2040, 1484, 2060]
directory-entry: — A., Arbtr., Sternstr. 56, ✉ 6 — [446, 1718, 631, 1733]
directory-entry: — W., Arbtr., Süderstr. 16, ✉ 15 — [446, 1383, 643, 1398]
directory-entry: Woldmann, Frau E., Süderstr. 109, ✉ 15 — [446, 1447, 697, 1462]
